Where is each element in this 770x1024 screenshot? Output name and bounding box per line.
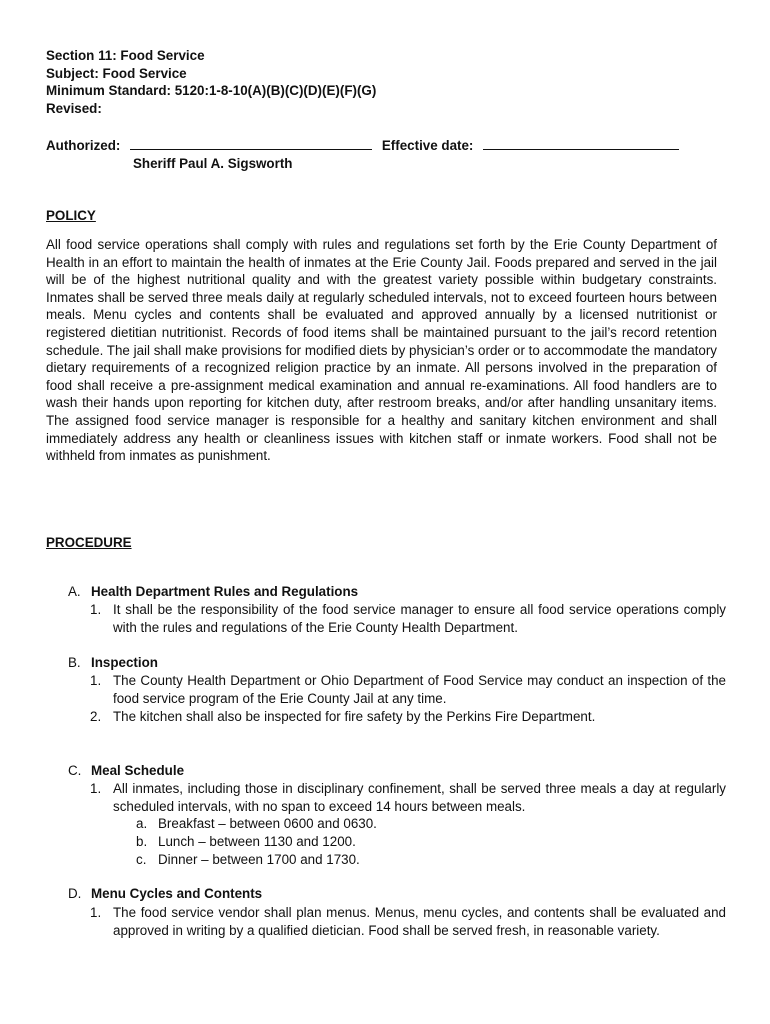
section-b-item-1: 1. The County Health Department or Ohio Department of Food Service may conduct an inspection of the food service program of the Erie County Jail at any time.: [90, 673, 726, 706]
meal-lunch: b. Lunch – between 1130 and 1200.: [136, 834, 356, 849]
section-b-item-2: 2. The kitchen shall also be inspected for fire safety by the Perkins Fire Department.: [90, 709, 596, 724]
standard-line: Minimum Standard: 5120:1-8-10(A)(B)(C)(D)(E)(F)(G): [46, 83, 377, 99]
signatory-name: Sheriff Paul A. Sigsworth: [133, 155, 293, 171]
effective-date-line: [483, 137, 679, 150]
subject-line: Subject: Food Service: [46, 65, 187, 81]
policy-paragraph: All food service operations shall comply with rules and regulations set forth by the Erie County Department of Health in an effort to maintain the health of inmates at the Erie County Jail. Foods prepared and served in the jail will be of the highest nutritional quality and with the greatest variety possible within budgetary constraints. Inmates shall be served three meals daily at regularly scheduled intervals, not to exceed fourteen hours between meals. Menu cycles and contents shall be evaluated and approved annually by a licensed nutritionist or registered dietitian nutritionist. Records of food items shall be maintained pursuant to the jail’s record retention schedule. The jail shall make provisions for modified diets by physician’s order or to accommodate the mandatory dietary requirements of a recognized religion practice by an inmate. All persons involved in the preparation of food shall receive a pre-assignment medical examination and annual re-examinations. All food handlers are to wash their hands upon reporting for kitchen duty, after restroom breaks, and/or after handling unsanitary items. The assigned food service manager is responsible for a healthy and sanitary kitchen environment and shall immediately address any health or cleanliness issues with kitchen staff or inmate workers. Food shall not be withheld from inmates as punishment.: [46, 237, 717, 464]
section-b-title: B. Inspection: [68, 655, 158, 670]
procedure-heading: PROCEDURE: [46, 535, 132, 550]
document-header: [46, 47, 376, 117]
authorized-label: Authorized:: [46, 138, 121, 153]
effective-date-label: Effective date:: [381, 138, 474, 153]
section-d-title: D. Menu Cycles and Contents: [68, 886, 263, 901]
section-c-item-1: 1. All inmates, including those in disciplinary confinement, shall be served three meals a day at regularly scheduled intervals, with no span to exceed 14 hours between meals.: [90, 781, 726, 814]
section-c-title: C. Meal Schedule: [68, 763, 185, 778]
section-line: Section 11: Food Service: [46, 48, 205, 63]
section-a-item-1: 1. It shall be the responsibility of the food service manager to ensure all food service operations comply with the rules and regulations of the Erie County Health Department.: [90, 602, 726, 635]
authorization-block: [46, 137, 746, 172]
authorized-signature-line: [130, 137, 372, 150]
section-a-title: A. Health Department Rules and Regulations: [68, 584, 359, 599]
policy-heading: POLICY: [46, 208, 96, 223]
revised-line: Revised:: [46, 100, 102, 116]
meal-dinner: c. Dinner – between 1700 and 1730.: [136, 852, 360, 867]
section-d-item-1: 1. The food service vendor shall plan menus. Menus, menu cycles, and contents shall be evaluated and approved in writing by a qualified dietician. Food shall be served fresh, in reasonable variety.: [90, 905, 726, 938]
meal-breakfast: a. Breakfast – between 0600 and 0630.: [136, 816, 377, 831]
